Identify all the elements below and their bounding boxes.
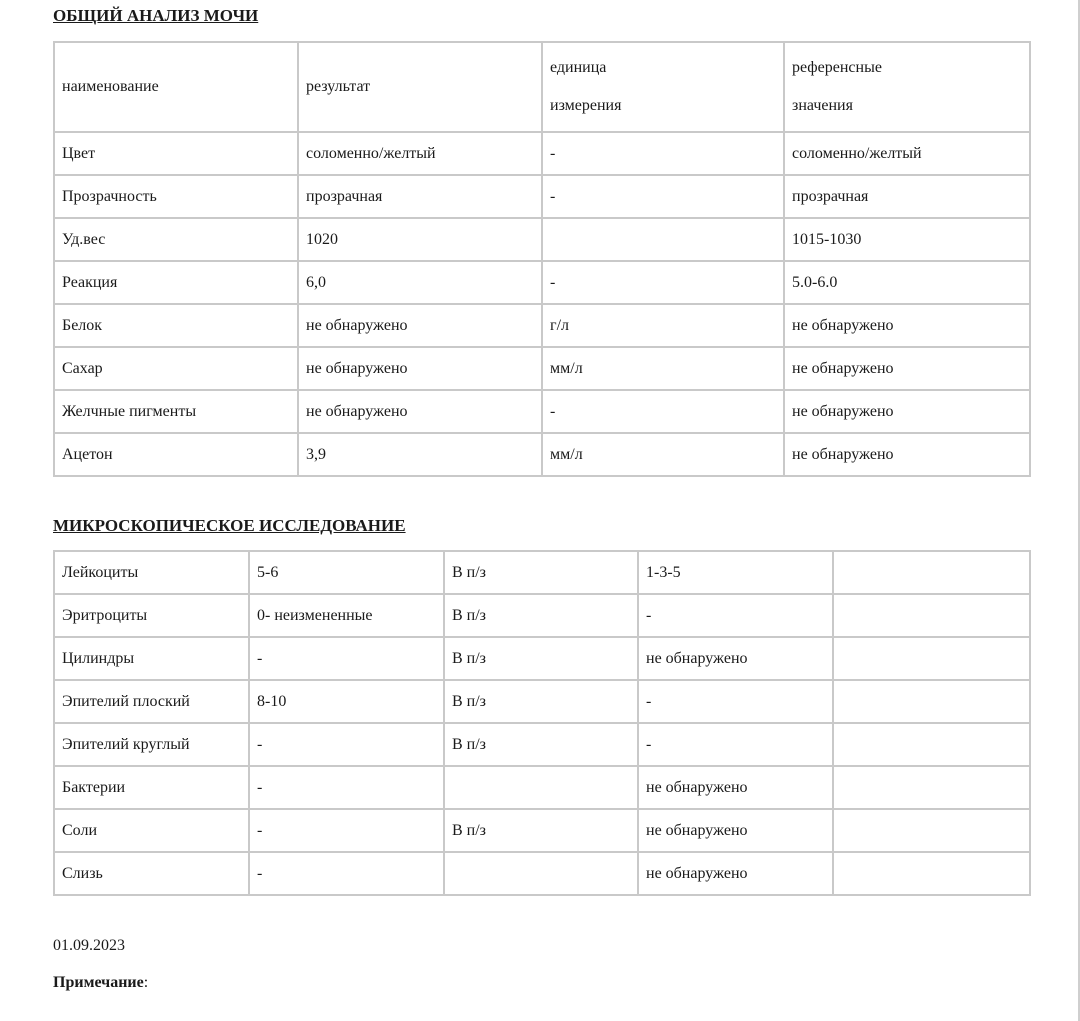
cell-unit: мм/л <box>542 433 784 476</box>
cell-result: соломенно/желтый <box>298 132 542 175</box>
cell-unit: В п/з <box>444 551 638 594</box>
cell-result: - <box>249 637 444 680</box>
cell-result: не обнаружено <box>298 347 542 390</box>
cell-extra <box>833 852 1030 895</box>
cell-reference: прозрачная <box>784 175 1030 218</box>
cell-extra <box>833 594 1030 637</box>
cell-extra <box>833 809 1030 852</box>
table-row <box>54 433 1030 476</box>
cell-reference: 1-3-5 <box>638 551 833 594</box>
cell-unit: - <box>542 390 784 433</box>
cell-name: Эритроциты <box>54 594 249 637</box>
table-row <box>54 347 1030 390</box>
table-row <box>54 594 1030 637</box>
table-row <box>54 852 1030 895</box>
cell-name: Бактерии <box>54 766 249 809</box>
header-reference: референсные значения <box>784 42 1030 132</box>
cell-reference: не обнаружено <box>638 637 833 680</box>
general-analysis-table <box>53 41 1031 477</box>
cell-name: Уд.вес <box>54 218 298 261</box>
cell-unit: мм/л <box>542 347 784 390</box>
cell-result: не обнаружено <box>298 390 542 433</box>
cell-unit: В п/з <box>444 809 638 852</box>
header-result: результат <box>298 42 542 132</box>
table-row <box>54 390 1030 433</box>
cell-extra <box>833 766 1030 809</box>
table-row <box>54 261 1030 304</box>
header-unit: единица измерения <box>542 42 784 132</box>
cell-extra <box>833 723 1030 766</box>
cell-unit: - <box>542 261 784 304</box>
cell-result: 3,9 <box>298 433 542 476</box>
cell-reference: - <box>638 594 833 637</box>
cell-reference: не обнаружено <box>638 852 833 895</box>
header-name: наименование <box>54 42 298 132</box>
cell-extra <box>833 680 1030 723</box>
cell-name: Эпителий плоский <box>54 680 249 723</box>
table-row <box>54 218 1030 261</box>
cell-result: - <box>249 766 444 809</box>
cell-unit <box>444 852 638 895</box>
table-row <box>54 175 1030 218</box>
general-analysis-title: ОБЩИЙ АНАЛИЗ МОЧИ <box>53 6 259 25</box>
cell-name: Эпителий круглый <box>54 723 249 766</box>
cell-reference: не обнаружено <box>784 304 1030 347</box>
cell-unit: - <box>542 175 784 218</box>
cell-result: прозрачная <box>298 175 542 218</box>
table-row <box>54 766 1030 809</box>
cell-result: 5-6 <box>249 551 444 594</box>
cell-result: - <box>249 852 444 895</box>
cell-name: Цилиндры <box>54 637 249 680</box>
cell-extra <box>833 637 1030 680</box>
cell-name: Ацетон <box>54 433 298 476</box>
cell-reference: - <box>638 723 833 766</box>
cell-unit: В п/з <box>444 594 638 637</box>
table-row <box>54 680 1030 723</box>
table-row <box>54 132 1030 175</box>
cell-name: Сахар <box>54 347 298 390</box>
cell-reference: 5.0-6.0 <box>784 261 1030 304</box>
cell-reference: не обнаружено <box>784 433 1030 476</box>
cell-reference: - <box>638 680 833 723</box>
cell-result: - <box>249 723 444 766</box>
cell-name: Цвет <box>54 132 298 175</box>
note-colon: : <box>143 974 149 991</box>
cell-unit: В п/з <box>444 723 638 766</box>
cell-unit: - <box>542 132 784 175</box>
cell-name: Слизь <box>54 852 249 895</box>
cell-name: Желчные пигменты <box>54 390 298 433</box>
cell-result: 1020 <box>298 218 542 261</box>
note-label: Примечание <box>53 974 144 991</box>
cell-result: 0- неизмененные <box>249 594 444 637</box>
cell-reference: не обнаружено <box>638 766 833 809</box>
cell-name: Лейкоциты <box>54 551 249 594</box>
cell-result: 6,0 <box>298 261 542 304</box>
table-header-row <box>54 42 1030 132</box>
cell-reference: соломенно/желтый <box>784 132 1030 175</box>
table-row <box>54 304 1030 347</box>
cell-result: 8-10 <box>249 680 444 723</box>
analysis-date: 01.09.2023 <box>53 937 125 954</box>
cell-reference: не обнаружено <box>784 390 1030 433</box>
cell-reference: не обнаружено <box>784 347 1030 390</box>
microscopy-title: МИКРОСКОПИЧЕСКОЕ ИССЛЕДОВАНИЕ <box>53 516 406 535</box>
table-row <box>54 551 1030 594</box>
cell-name: Соли <box>54 809 249 852</box>
cell-unit <box>542 218 784 261</box>
cell-unit: В п/з <box>444 680 638 723</box>
cell-name: Реакция <box>54 261 298 304</box>
cell-result: - <box>249 809 444 852</box>
cell-result: не обнаружено <box>298 304 542 347</box>
table-row <box>54 637 1030 680</box>
table-row <box>54 809 1030 852</box>
cell-name: Белок <box>54 304 298 347</box>
cell-name: Прозрачность <box>54 175 298 218</box>
note-line <box>53 974 148 992</box>
cell-reference: 1015-1030 <box>784 218 1030 261</box>
cell-unit: г/л <box>542 304 784 347</box>
table-row <box>54 723 1030 766</box>
cell-unit <box>444 766 638 809</box>
cell-extra <box>833 551 1030 594</box>
cell-unit: В п/з <box>444 637 638 680</box>
cell-reference: не обнаружено <box>638 809 833 852</box>
microscopy-table <box>53 550 1031 896</box>
